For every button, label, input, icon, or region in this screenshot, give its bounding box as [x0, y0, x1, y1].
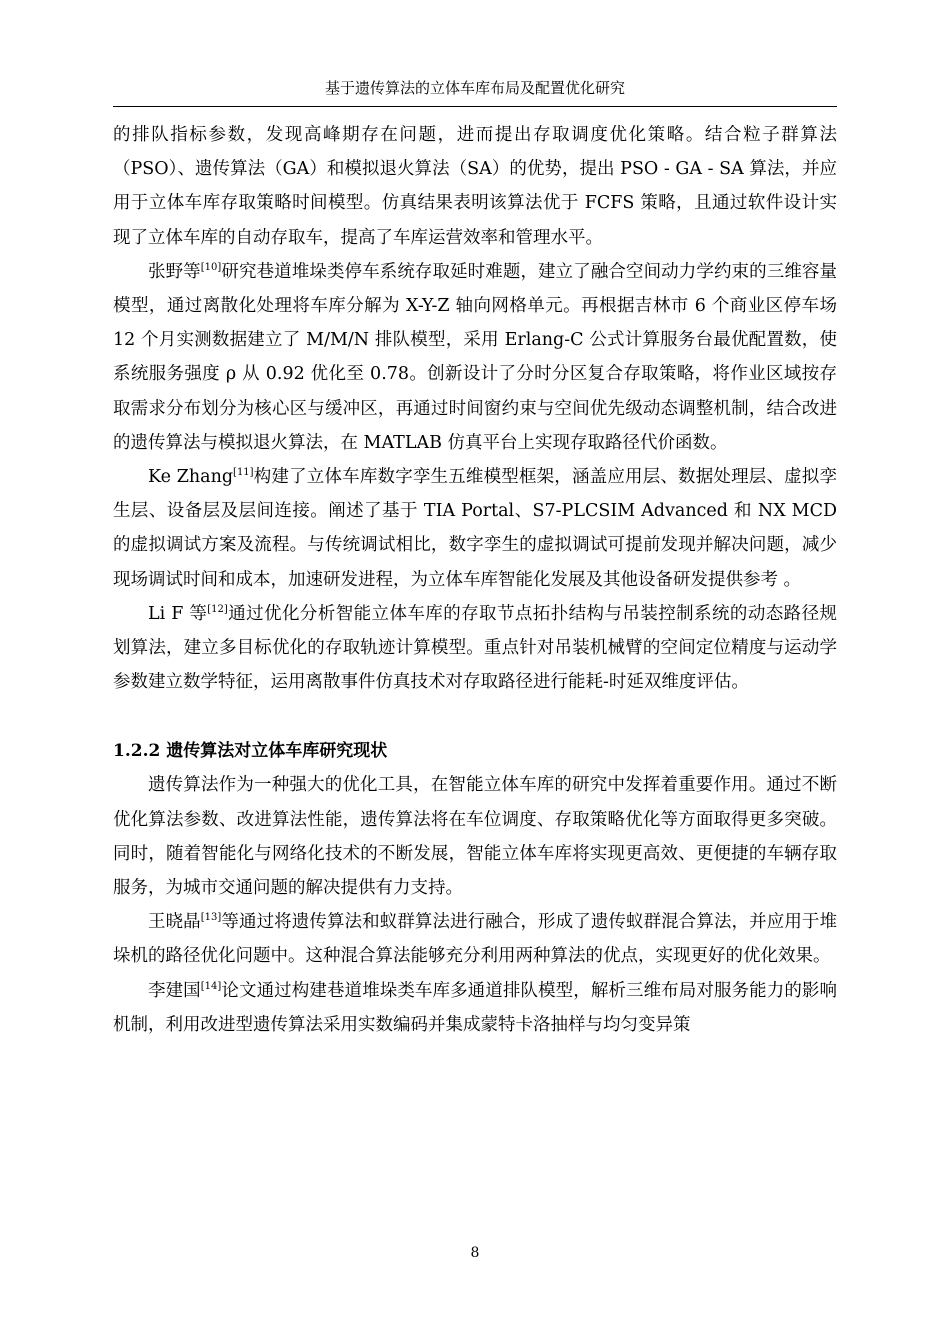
citation-author: 李建国: [148, 980, 201, 1001]
page-footer: [0, 1244, 950, 1262]
citation-ref: [12]: [207, 603, 228, 615]
paragraph-7: 李建国[14]论文通过构建巷道堆垛类车库多通道排队模型，解析三维布局对服务能力的影响机制，利用改进型遗传算法采用实数编码并集成蒙特卡洛抽样与均匀变异策: [113, 980, 838, 1035]
citation-author: 王晓晶: [148, 912, 201, 933]
paragraph-5: 遗传算法作为一种强大的优化工具，在智能立体车库的研究中发挥着重要作用。通过不断优化算法参数、改进算法性能，遗传算法将在车位调度、存取策略优化等方面取得更多突破。同时，随着智能化与网络化技术的不断发展，智能立体车库将实现更高效、更便捷的车辆存取服务，为城市交通问题的解决提供有力支持。: [113, 775, 837, 899]
running-header: [113, 78, 837, 107]
paragraph-1: 的排队指标参数，发现高峰期存在问题，进而提出存取调度优化策略。结合粒子群算法（PSO）、遗传算法（GA）和模拟退火算法（SA）的优势，提出 PSO - GA - SA 算法，并应用于立体车库存取策略时间模型。仿真结果表明该算法优于 FCFS 策略，且通过软件设计实现了立体车库的自动存取车，提高了车库运营效率和管理水平。: [113, 125, 837, 248]
citation-author: 张野等: [148, 261, 201, 282]
paragraph-2: 张野等[10]研究巷道堆垛类停车系统存取延时难题，建立了融合空间动力学约束的三维容量模型，通过离散化处理将车库分解为 X-Y-Z 轴向网格单元。再根据吉林市 6 个商业区停车场 12 个月实测数据建立了 M/M/N 排队模型，采用 Erlang-C 公式计算服务台最优配置数，使系统服务强度 ρ 从 0.92 优化至 0.78。创新设计了分时分区复合存取策略，将作业区域按存取需求分布划分为核心区与缓冲区，再通过时间窗约束与空间优先级动态调整机制，结合改进的遗传算法与模拟退火算法，在 MATLAB 仿真平台上实现存取路径代价函数。: [113, 261, 838, 453]
citation-ref: [14]: [200, 980, 222, 992]
paragraph-6: 王晓晶[13]等通过将遗传算法和蚁群算法进行融合，形成了遗传蚁群混合算法，并应用于堆垛机的路径优化问题中。这种混合算法能够充分利用两种算法的优点，实现更好的优化效果。: [113, 912, 838, 967]
citation-ref: [10]: [200, 261, 222, 273]
page-body: [113, 118, 837, 1042]
citation-ref: [11]: [233, 467, 254, 479]
running-header-title: 基于遗传算法的立体车库布局及配置优化研究: [324, 79, 625, 97]
paragraph-3: Ke Zhang[11]构建了立体车库数字孪生五维模型框架，涵盖应用层、数据处理层、虚拟孪生层、设备层及层间连接。阐述了基于 TIA Portal、S7-PLCSIM Advanced 和 NX MCD 的虚拟调试方案及流程。与传统调试相比，数字孪生的虚拟调试可提前发现并解决问题，减少现场调试时间和成本，加速研发进程，为立体车库智能化发展及其他设备研发提供参考 。: [113, 467, 837, 590]
citation-ref: [13]: [200, 912, 222, 924]
citation-author: Li F 等: [148, 603, 208, 624]
section-heading: 1.2.2 遗传算法对立体车库研究现状: [113, 741, 388, 762]
page-number: 8: [470, 1245, 480, 1261]
paragraph-4: Li F 等[12]通过优化分析智能立体车库的存取节点拓扑结构与吊装控制系统的动态路径规划算法，建立多目标优化的存取轨迹计算模型。重点针对吊装机械臂的空间定位精度与运动学参数建立数学特征，运用离散事件仿真技术对存取路径进行能耗-时延双维度评估。: [113, 603, 837, 693]
citation-author: Ke Zhang: [148, 467, 234, 488]
